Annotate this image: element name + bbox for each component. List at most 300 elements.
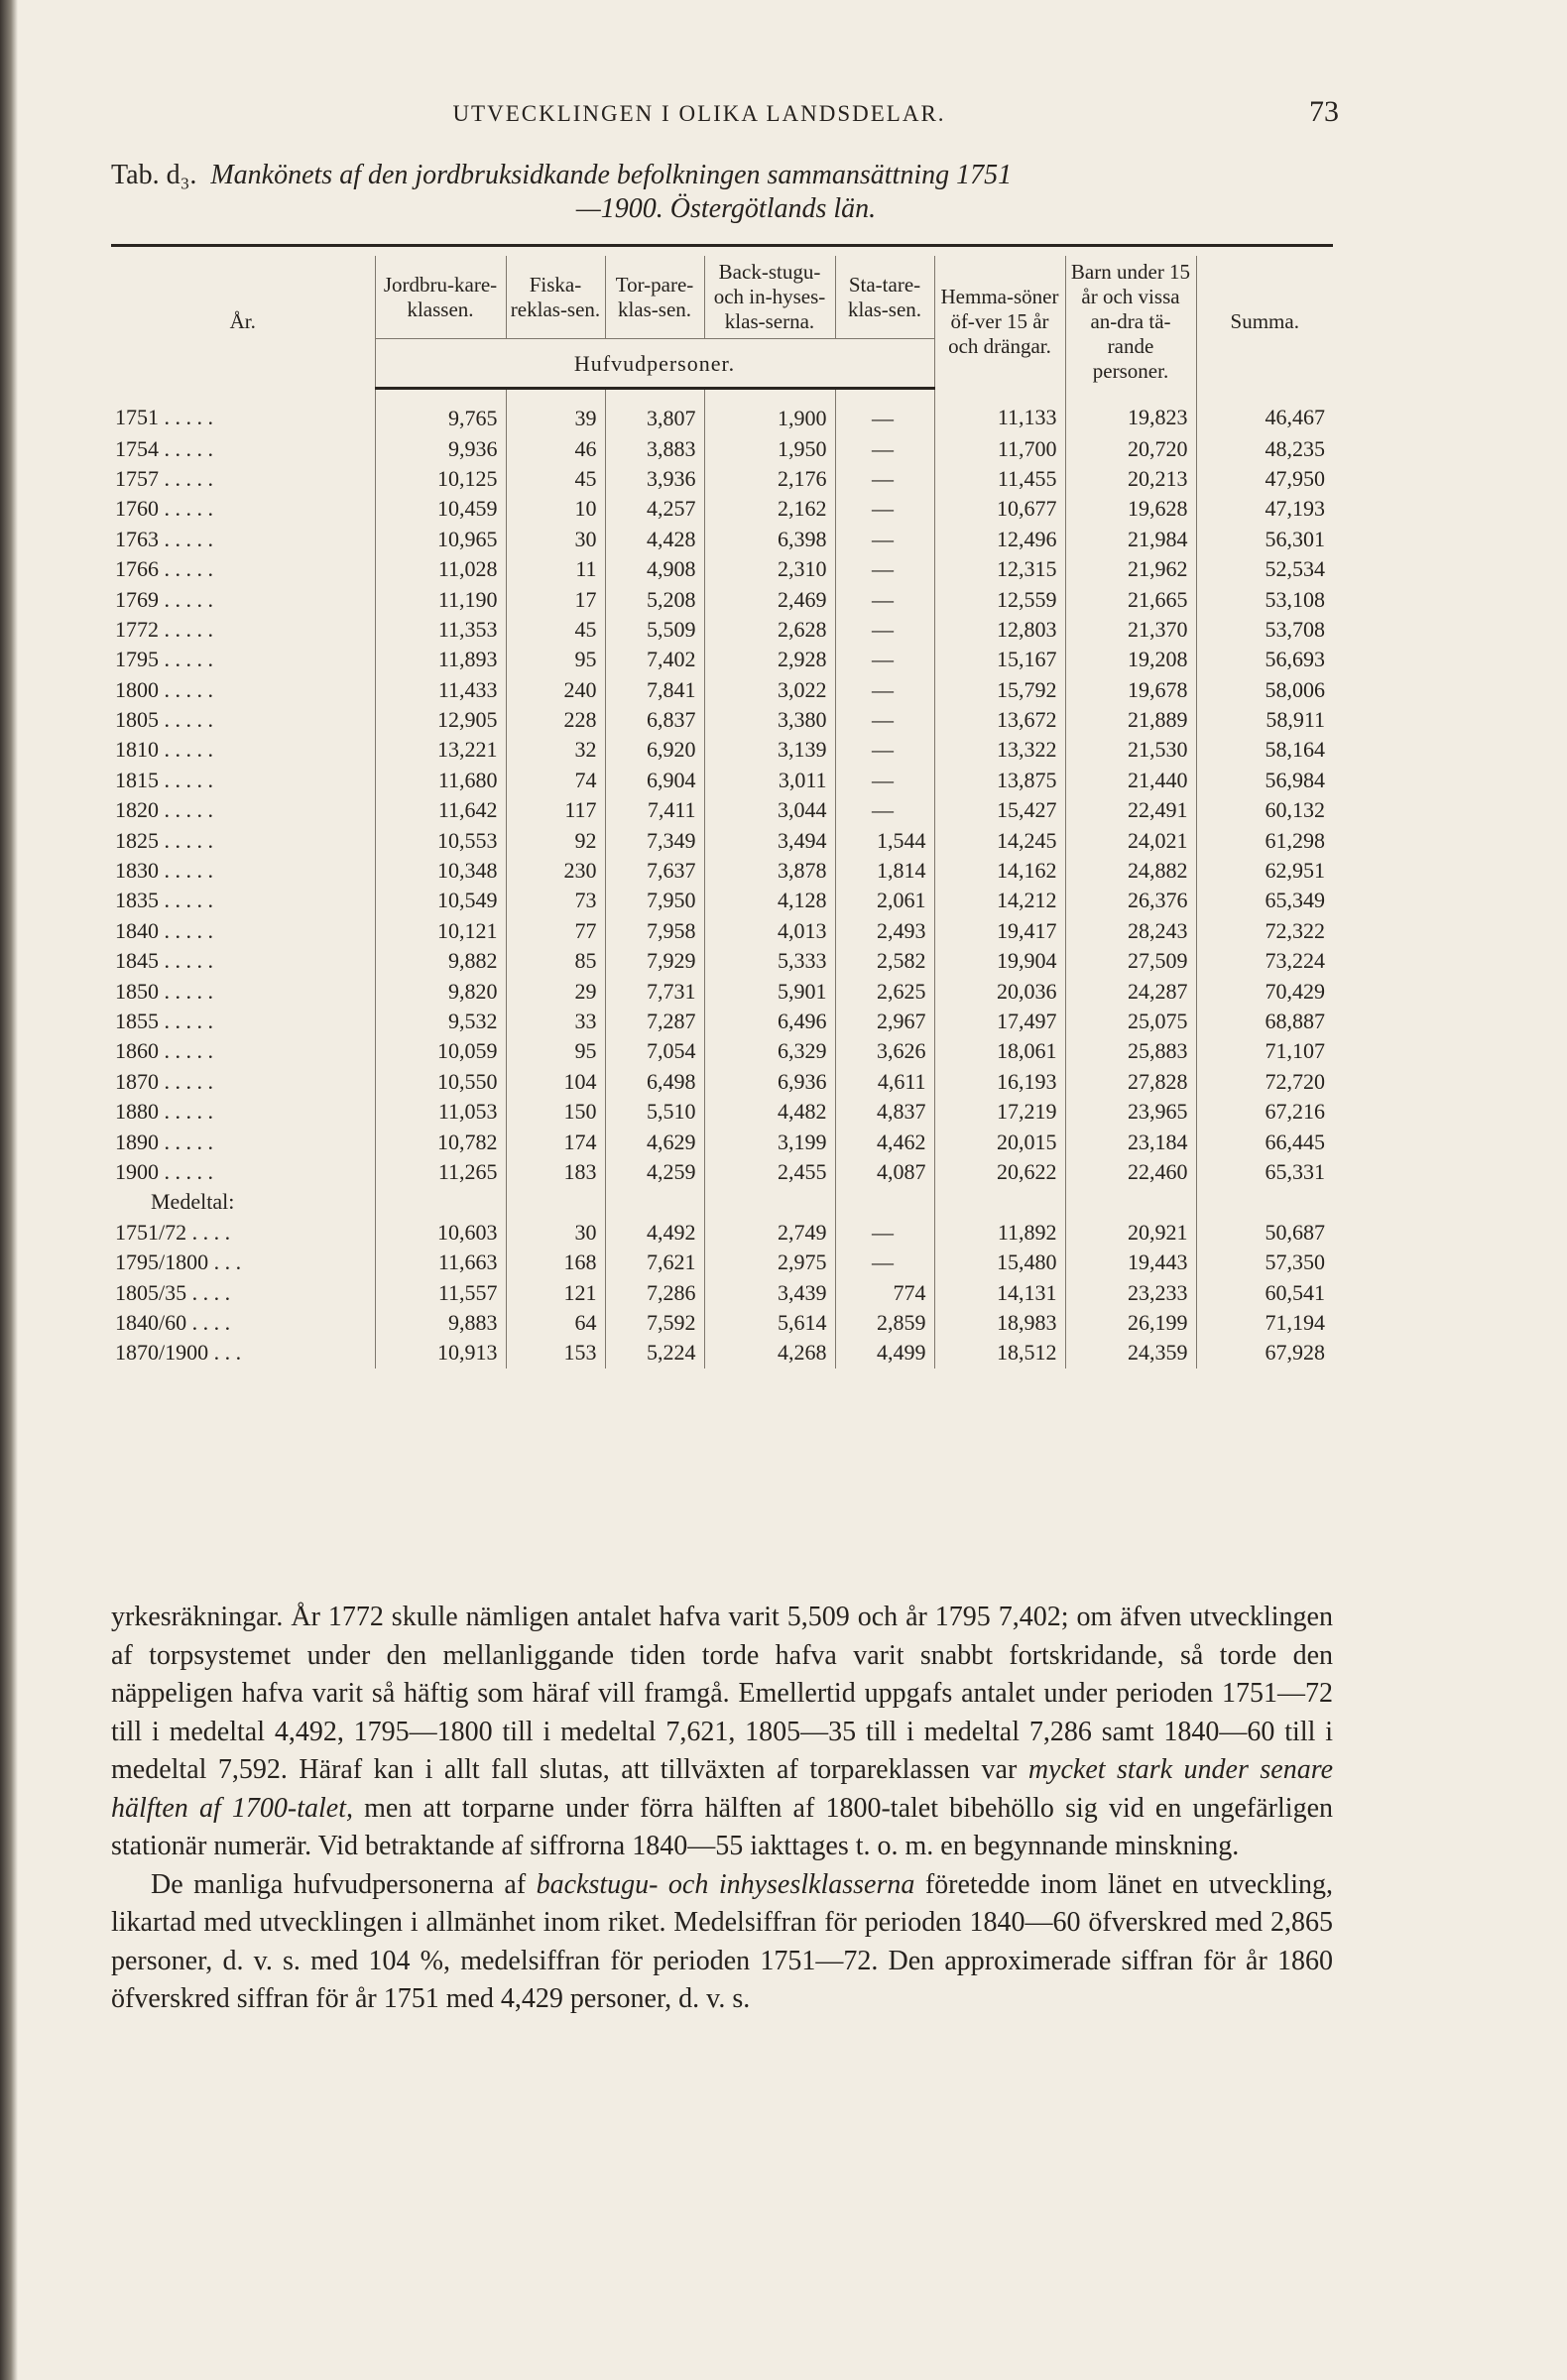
cell-hemmasoner: 20,036	[934, 976, 1065, 1006]
cell-fiskare: 46	[506, 433, 605, 463]
cell-hemmasoner: 14,245	[934, 825, 1065, 855]
cell-barn: 25,883	[1065, 1036, 1196, 1066]
cell-statare: 3,626	[835, 1036, 934, 1066]
cell-barn: 22,491	[1065, 795, 1196, 825]
cell-hemmasoner: 18,512	[934, 1338, 1065, 1368]
cell-summa: 57,350	[1196, 1248, 1333, 1277]
cell-torpare: 7,287	[605, 1007, 704, 1036]
cell-jordbrukare: 10,965	[375, 525, 506, 554]
cell-statare: 2,859	[835, 1308, 934, 1338]
cell-jordbrukare: 10,348	[375, 856, 506, 886]
cell-barn: 28,243	[1065, 916, 1196, 946]
cell-backstugu: 4,013	[704, 916, 835, 946]
cell-jordbrukare: 10,549	[375, 886, 506, 915]
cell-jordbrukare: 11,893	[375, 645, 506, 674]
cell-statare: 2,061	[835, 886, 934, 915]
cell-fiskare: 95	[506, 645, 605, 674]
cell-torpare: 3,936	[605, 464, 704, 494]
cell-statare: —	[835, 705, 934, 735]
cell-barn: 27,828	[1065, 1067, 1196, 1097]
medeltal-row	[111, 1248, 1333, 1277]
cell-hemmasoner: 11,700	[934, 433, 1065, 463]
header-year: År.	[229, 309, 256, 334]
cell-year: 1840/60 . . . .	[115, 1309, 231, 1335]
cell-year: 1830 . . . . .	[115, 858, 213, 884]
table-row	[111, 584, 1333, 614]
cell-backstugu: 5,614	[704, 1308, 835, 1338]
cell-torpare: 5,208	[605, 584, 704, 614]
paragraph-1-text-a: yrkesräkningar. År 1772 skulle nämligen antalet hafva varit 5,509 och år 1795 7,402; om äfven utvecklingen af torpsystemet under den mellanliggande tiden torde hafva varit snabbt fortskridande, så torde den näppeligen hafva varit så häftig som häraf vill framgå. Emellertid uppgafs antalet under perioden 1751—72 till i medeltal 4,492, 1795—1800 till i medeltal 7,621, 1805—35 till i medeltal 7,286 samt 1840—60 till i medeltal 7,592. Häraf kan i allt fall slutas, att tillväxten af torpareklassen var	[111, 1602, 1333, 1785]
cell-summa: 53,108	[1196, 584, 1333, 614]
cell-fiskare: 74	[506, 766, 605, 795]
table-row	[111, 916, 1333, 946]
cell-summa: 56,984	[1196, 766, 1333, 795]
cell-backstugu: 3,439	[704, 1277, 835, 1307]
cell-barn: 19,208	[1065, 645, 1196, 674]
cell-statare: 4,462	[835, 1127, 934, 1156]
cell-hemmasoner: 18,983	[934, 1308, 1065, 1338]
cell-hemmasoner: 10,677	[934, 494, 1065, 524]
cell-barn: 20,213	[1065, 464, 1196, 494]
book-spine-shadow	[0, 0, 18, 2380]
cell-summa: 60,541	[1196, 1277, 1333, 1307]
cell-statare: —	[835, 389, 934, 434]
cell-year: 1751 . . . . .	[115, 405, 213, 430]
cell-fiskare: 95	[506, 1036, 605, 1066]
cell-hemmasoner: 20,622	[934, 1157, 1065, 1187]
table-top-rule	[111, 244, 1333, 247]
cell-statare: —	[835, 1218, 934, 1248]
cell-hemmasoner: 13,875	[934, 766, 1065, 795]
cell-hemmasoner: 12,559	[934, 584, 1065, 614]
cell-torpare: 7,731	[605, 976, 704, 1006]
cell-statare: —	[835, 645, 934, 674]
cell-torpare: 4,259	[605, 1157, 704, 1187]
cell-fiskare: 85	[506, 946, 605, 976]
cell-barn: 21,665	[1065, 584, 1196, 614]
cell-torpare: 6,920	[605, 735, 704, 765]
cell-year: 1890 . . . . .	[115, 1129, 213, 1154]
cell-hemmasoner: 15,427	[934, 795, 1065, 825]
cell-summa: 61,298	[1196, 825, 1333, 855]
cell-statare: —	[835, 615, 934, 645]
cell-jordbrukare: 10,553	[375, 825, 506, 855]
cell-backstugu: 6,936	[704, 1067, 835, 1097]
running-head	[109, 95, 1339, 129]
cell-fiskare: 228	[506, 705, 605, 735]
cell-fiskare: 240	[506, 675, 605, 705]
cell-summa: 50,687	[1196, 1218, 1333, 1248]
cell-summa: 58,911	[1196, 705, 1333, 735]
cell-year: 1766 . . . . .	[115, 556, 213, 582]
cell-statare: 4,499	[835, 1338, 934, 1368]
table-row	[111, 705, 1333, 735]
cell-statare: 774	[835, 1277, 934, 1307]
cell-year: 1835 . . . . .	[115, 888, 213, 913]
cell-barn: 21,984	[1065, 525, 1196, 554]
table-row	[111, 766, 1333, 795]
cell-jordbrukare: 10,913	[375, 1338, 506, 1368]
table-row	[111, 1097, 1333, 1127]
cell-hemmasoner: 14,162	[934, 856, 1065, 886]
cell-year: 1763 . . . . .	[115, 526, 213, 551]
cell-torpare: 7,592	[605, 1308, 704, 1338]
cell-summa: 46,467	[1196, 389, 1333, 434]
cell-summa: 48,235	[1196, 433, 1333, 463]
table-row	[111, 976, 1333, 1006]
cell-backstugu: 4,128	[704, 886, 835, 915]
cell-statare: —	[835, 494, 934, 524]
cell-hemmasoner: 13,322	[934, 735, 1065, 765]
cell-hemmasoner: 12,496	[934, 525, 1065, 554]
cell-statare: —	[835, 735, 934, 765]
cell-statare: 1,814	[835, 856, 934, 886]
paragraph-1-text-b: men att torparne under förra hälften af 1800-talet bibehöllo sig vid en ungefärligen stationär numerär. Vid betraktande af siffrorna 1840—55 iakttages t. o. m. en begynnande minskning.	[111, 1792, 1333, 1861]
cell-jordbrukare: 9,883	[375, 1308, 506, 1338]
cell-jordbrukare: 11,053	[375, 1097, 506, 1127]
medeltal-body	[111, 1187, 1333, 1368]
cell-fiskare: 153	[506, 1338, 605, 1368]
cell-jordbrukare: 11,190	[375, 584, 506, 614]
cell-year: 1810 . . . . .	[115, 737, 213, 763]
header-backstugu: Back-stugu-och in-hyses-klas-serna.	[704, 256, 835, 339]
cell-hemmasoner: 19,417	[934, 916, 1065, 946]
cell-statare: 4,837	[835, 1097, 934, 1127]
paragraph-1-emphasis: mycket stark under senare hälften af 1700-talet,	[111, 1754, 1333, 1824]
cell-backstugu: 1,900	[704, 389, 835, 434]
paragraph-1	[111, 1599, 1333, 1866]
cell-backstugu: 3,139	[704, 735, 835, 765]
table-row	[111, 1127, 1333, 1156]
cell-year: 1825 . . . . .	[115, 827, 213, 853]
cell-summa: 62,951	[1196, 856, 1333, 886]
cell-summa: 52,534	[1196, 554, 1333, 584]
cell-hemmasoner: 15,167	[934, 645, 1065, 674]
cell-fiskare: 32	[506, 735, 605, 765]
cell-jordbrukare: 11,353	[375, 615, 506, 645]
cell-fiskare: 17	[506, 584, 605, 614]
cell-year: 1760 . . . . .	[115, 496, 213, 522]
cell-backstugu: 2,749	[704, 1218, 835, 1248]
cell-backstugu: 3,011	[704, 766, 835, 795]
table-row	[111, 856, 1333, 886]
cell-fiskare: 45	[506, 615, 605, 645]
cell-torpare: 6,904	[605, 766, 704, 795]
cell-fiskare: 10	[506, 494, 605, 524]
cell-backstugu: 3,199	[704, 1127, 835, 1156]
cell-jordbrukare: 11,028	[375, 554, 506, 584]
cell-backstugu: 2,928	[704, 645, 835, 674]
cell-torpare: 7,958	[605, 916, 704, 946]
cell-barn: 25,075	[1065, 1007, 1196, 1036]
cell-statare: —	[835, 525, 934, 554]
cell-statare: —	[835, 584, 934, 614]
cell-torpare: 4,908	[605, 554, 704, 584]
medeltal-row	[111, 1218, 1333, 1248]
cell-backstugu: 4,268	[704, 1338, 835, 1368]
cell-hemmasoner: 12,315	[934, 554, 1065, 584]
cell-jordbrukare: 11,642	[375, 795, 506, 825]
cell-torpare: 7,402	[605, 645, 704, 674]
cell-year: 1855 . . . . .	[115, 1009, 213, 1033]
cell-year: 1845 . . . . .	[115, 948, 213, 974]
cell-hemmasoner: 14,212	[934, 886, 1065, 915]
header-summa: Summa.	[1196, 256, 1333, 389]
cell-backstugu: 2,975	[704, 1248, 835, 1277]
cell-barn: 24,882	[1065, 856, 1196, 886]
cell-statare: 2,493	[835, 916, 934, 946]
cell-statare: 2,625	[835, 976, 934, 1006]
cell-backstugu: 3,878	[704, 856, 835, 886]
table-row	[111, 1007, 1333, 1036]
population-table	[111, 256, 1333, 1368]
cell-fiskare: 168	[506, 1248, 605, 1277]
cell-barn: 19,443	[1065, 1248, 1196, 1277]
body-text	[111, 1599, 1333, 2019]
running-title: UTVECKLINGEN I OLIKA LANDSDELAR.	[452, 101, 946, 126]
cell-statare: 4,087	[835, 1157, 934, 1187]
cell-jordbrukare: 9,532	[375, 1007, 506, 1036]
cell-jordbrukare: 11,265	[375, 1157, 506, 1187]
cell-barn: 23,233	[1065, 1277, 1196, 1307]
cell-jordbrukare: 10,059	[375, 1036, 506, 1066]
cell-summa: 47,193	[1196, 494, 1333, 524]
cell-barn: 24,359	[1065, 1338, 1196, 1368]
cell-barn: 24,287	[1065, 976, 1196, 1006]
cell-summa: 71,194	[1196, 1308, 1333, 1338]
cell-backstugu: 5,901	[704, 976, 835, 1006]
cell-summa: 56,301	[1196, 525, 1333, 554]
page-number: 73	[1309, 95, 1339, 128]
cell-year: 1751/72 . . . .	[115, 1219, 231, 1245]
cell-barn: 23,965	[1065, 1097, 1196, 1127]
cell-statare: —	[835, 1248, 934, 1277]
cell-fiskare: 230	[506, 856, 605, 886]
cell-jordbrukare: 9,882	[375, 946, 506, 976]
cell-backstugu: 3,494	[704, 825, 835, 855]
cell-hemmasoner: 11,892	[934, 1218, 1065, 1248]
cell-torpare: 4,257	[605, 494, 704, 524]
cell-barn: 20,921	[1065, 1218, 1196, 1248]
table-row	[111, 494, 1333, 524]
cell-barn: 19,678	[1065, 675, 1196, 705]
cell-backstugu: 2,628	[704, 615, 835, 645]
cell-barn: 24,021	[1065, 825, 1196, 855]
cell-fiskare: 92	[506, 825, 605, 855]
cell-backstugu: 2,455	[704, 1157, 835, 1187]
cell-fiskare: 183	[506, 1157, 605, 1187]
cell-year: 1757 . . . . .	[115, 465, 213, 491]
cell-torpare: 7,929	[605, 946, 704, 976]
cell-torpare: 6,837	[605, 705, 704, 735]
cell-barn: 21,530	[1065, 735, 1196, 765]
header-barn: Barn under 15 år och vissa an-dra tä-rande personer.	[1065, 256, 1196, 389]
cell-summa: 58,164	[1196, 735, 1333, 765]
cell-torpare: 5,224	[605, 1338, 704, 1368]
cell-fiskare: 39	[506, 389, 605, 434]
cell-jordbrukare: 10,782	[375, 1127, 506, 1156]
cell-torpare: 5,509	[605, 615, 704, 645]
cell-torpare: 3,807	[605, 389, 704, 434]
table-row	[111, 389, 1333, 434]
table-row	[111, 795, 1333, 825]
cell-barn: 21,962	[1065, 554, 1196, 584]
cell-torpare: 7,286	[605, 1277, 704, 1307]
table-caption	[111, 159, 1341, 226]
header-hemmasoner: Hemma-söner öf-ver 15 år och drängar.	[934, 256, 1065, 389]
cell-fiskare: 77	[506, 916, 605, 946]
table-row	[111, 645, 1333, 674]
cell-year: 1860 . . . . .	[115, 1038, 213, 1064]
header-hufvudpersoner: Hufvudpersoner.	[375, 339, 934, 389]
table-title-line1: Mankönets af den jordbruksidkande befolkningen sammansättning 1751	[210, 160, 1013, 190]
cell-statare: 2,582	[835, 946, 934, 976]
cell-summa: 65,331	[1196, 1157, 1333, 1187]
table-row	[111, 675, 1333, 705]
cell-fiskare: 30	[506, 1218, 605, 1248]
cell-torpare: 4,428	[605, 525, 704, 554]
table-row	[111, 735, 1333, 765]
cell-barn: 21,440	[1065, 766, 1196, 795]
cell-hemmasoner: 17,497	[934, 1007, 1065, 1036]
cell-fiskare: 174	[506, 1127, 605, 1156]
cell-year: 1870 . . . . .	[115, 1068, 213, 1094]
cell-summa: 56,693	[1196, 645, 1333, 674]
table-row	[111, 1067, 1333, 1097]
cell-year: 1800 . . . . .	[115, 676, 213, 702]
cell-fiskare: 29	[506, 976, 605, 1006]
cell-statare: —	[835, 675, 934, 705]
paragraph-2	[111, 1866, 1333, 2019]
cell-hemmasoner: 11,133	[934, 389, 1065, 434]
table-number: Tab. d₃.	[111, 160, 197, 190]
cell-summa: 68,887	[1196, 1007, 1333, 1036]
cell-torpare: 3,883	[605, 433, 704, 463]
cell-summa: 73,224	[1196, 946, 1333, 976]
cell-year: 1795/1800 . . .	[115, 1250, 242, 1275]
cell-summa: 70,429	[1196, 976, 1333, 1006]
cell-barn: 23,184	[1065, 1127, 1196, 1156]
cell-backstugu: 6,496	[704, 1007, 835, 1036]
cell-year: 1805 . . . . .	[115, 707, 213, 733]
cell-barn: 27,509	[1065, 946, 1196, 976]
cell-torpare: 7,621	[605, 1248, 704, 1277]
medeltal-row	[111, 1338, 1333, 1368]
header-torpare: Tor-pare-klas-sen.	[605, 256, 704, 339]
cell-hemmasoner: 16,193	[934, 1067, 1065, 1097]
cell-year: 1870/1900 . . .	[115, 1340, 242, 1366]
cell-hemmasoner: 20,015	[934, 1127, 1065, 1156]
cell-jordbrukare: 10,125	[375, 464, 506, 494]
cell-summa: 47,950	[1196, 464, 1333, 494]
cell-statare: —	[835, 464, 934, 494]
cell-year: 1850 . . . . .	[115, 978, 213, 1004]
cell-hemmasoner: 15,480	[934, 1248, 1065, 1277]
cell-backstugu: 1,950	[704, 433, 835, 463]
header-fiskare: Fiska-reklas-sen.	[506, 256, 605, 339]
cell-hemmasoner: 19,904	[934, 946, 1065, 976]
cell-summa: 72,322	[1196, 916, 1333, 946]
cell-torpare: 7,349	[605, 825, 704, 855]
cell-summa: 71,107	[1196, 1036, 1333, 1066]
table-title-line2: —1900. Östergötlands län.	[575, 193, 877, 224]
cell-barn: 26,376	[1065, 886, 1196, 915]
cell-year: 1754 . . . . .	[115, 435, 213, 461]
cell-fiskare: 150	[506, 1097, 605, 1127]
cell-jordbrukare: 9,936	[375, 433, 506, 463]
cell-jordbrukare: 11,680	[375, 766, 506, 795]
medeltal-label: Medeltal:	[151, 1189, 235, 1215]
cell-year: 1815 . . . . .	[115, 767, 213, 792]
cell-jordbrukare: 13,221	[375, 735, 506, 765]
cell-year: 1805/35 . . . .	[115, 1279, 231, 1305]
cell-backstugu: 3,022	[704, 675, 835, 705]
cell-statare: 2,967	[835, 1007, 934, 1036]
cell-backstugu: 2,310	[704, 554, 835, 584]
cell-torpare: 4,492	[605, 1218, 704, 1248]
paragraph-2-text-b: företedde inom länet en utveckling, likartad med utvecklingen i allmänhet inom riket. Medelsiffran för perioden 1840—60 öfverskred med 2,865 personer, d. v. s. med 104 %, medelsiffran för perioden 1751—72. Den approximerade siffran för år 1860 öfverskred siffran för år 1751 med 4,429 personer, d. v. s.	[111, 1868, 1333, 2014]
cell-statare: —	[835, 554, 934, 584]
cell-torpare: 7,054	[605, 1036, 704, 1066]
table-row	[111, 464, 1333, 494]
cell-fiskare: 30	[506, 525, 605, 554]
cell-year: 1820 . . . . .	[115, 797, 213, 823]
cell-summa: 60,132	[1196, 795, 1333, 825]
cell-statare: —	[835, 795, 934, 825]
cell-backstugu: 2,162	[704, 494, 835, 524]
cell-jordbrukare: 11,433	[375, 675, 506, 705]
cell-barn: 19,628	[1065, 494, 1196, 524]
cell-backstugu: 4,482	[704, 1097, 835, 1127]
cell-jordbrukare: 9,765	[375, 389, 506, 434]
cell-fiskare: 73	[506, 886, 605, 915]
cell-torpare: 7,637	[605, 856, 704, 886]
cell-year: 1900 . . . . .	[115, 1158, 213, 1184]
cell-year: 1769 . . . . .	[115, 586, 213, 612]
cell-fiskare: 11	[506, 554, 605, 584]
cell-statare: —	[835, 433, 934, 463]
cell-hemmasoner: 17,219	[934, 1097, 1065, 1127]
cell-barn: 21,889	[1065, 705, 1196, 735]
cell-torpare: 7,411	[605, 795, 704, 825]
medeltal-row	[111, 1308, 1333, 1338]
cell-statare: —	[835, 766, 934, 795]
cell-statare: 4,611	[835, 1067, 934, 1097]
cell-jordbrukare: 10,121	[375, 916, 506, 946]
table-row	[111, 615, 1333, 645]
table-body	[111, 389, 1333, 1188]
cell-statare: 1,544	[835, 825, 934, 855]
cell-summa: 67,928	[1196, 1338, 1333, 1368]
cell-fiskare: 45	[506, 464, 605, 494]
cell-torpare: 7,950	[605, 886, 704, 915]
cell-jordbrukare: 10,603	[375, 1218, 506, 1248]
cell-fiskare: 121	[506, 1277, 605, 1307]
cell-fiskare: 117	[506, 795, 605, 825]
cell-fiskare: 104	[506, 1067, 605, 1097]
cell-jordbrukare: 11,663	[375, 1248, 506, 1277]
cell-fiskare: 64	[506, 1308, 605, 1338]
cell-backstugu: 6,329	[704, 1036, 835, 1066]
table-row	[111, 525, 1333, 554]
cell-backstugu: 3,044	[704, 795, 835, 825]
cell-barn: 19,823	[1065, 389, 1196, 434]
table-row	[111, 886, 1333, 915]
table-row	[111, 1157, 1333, 1187]
cell-barn: 21,370	[1065, 615, 1196, 645]
paragraph-2-text-a: De manliga hufvudpersonerna af	[151, 1868, 537, 1900]
cell-backstugu: 3,380	[704, 705, 835, 735]
